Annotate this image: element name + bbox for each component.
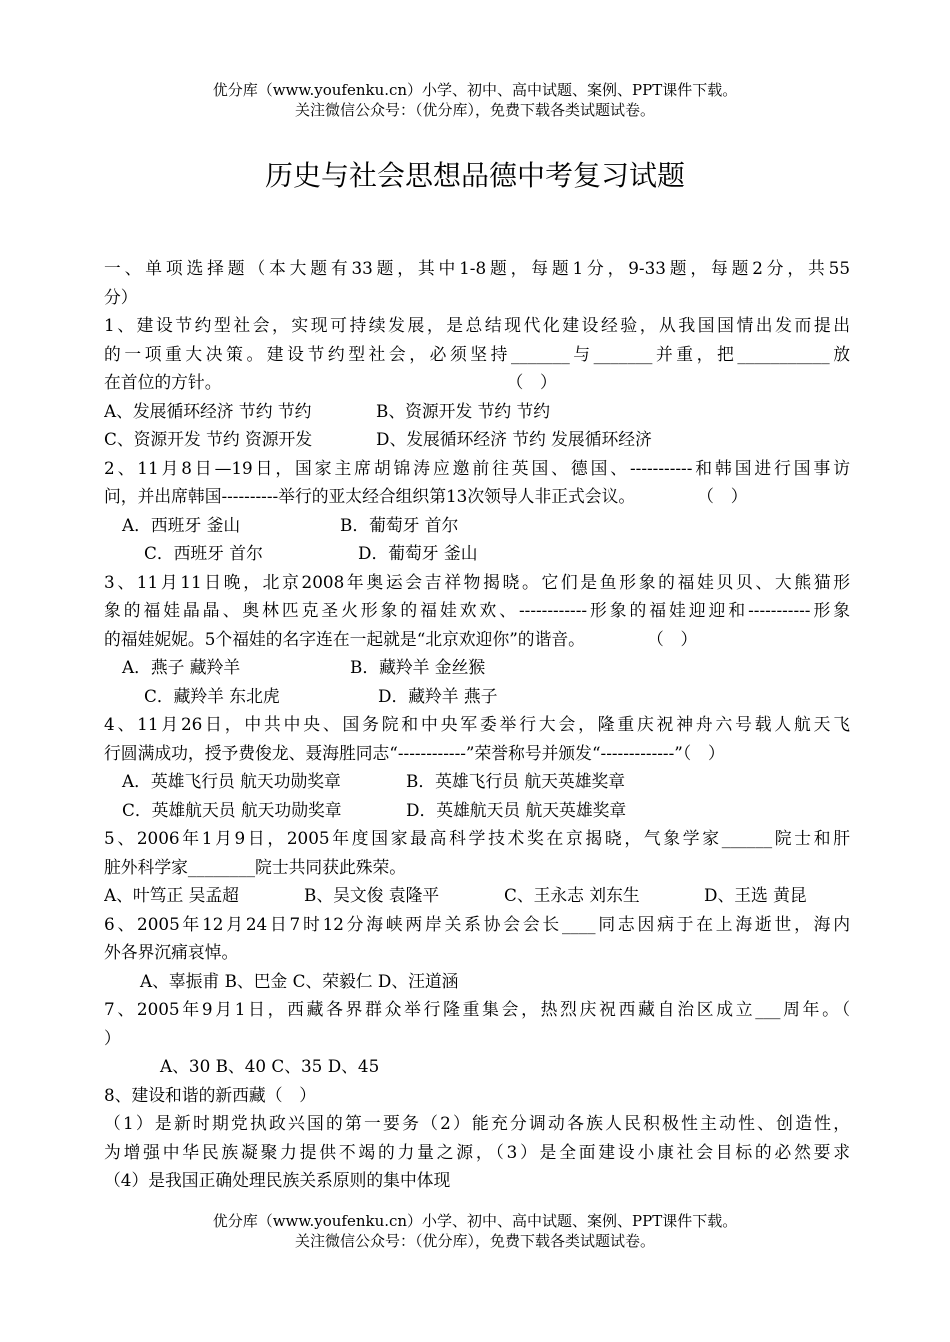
question-1-options-ab	[104, 397, 850, 426]
question-1-answer-bracket: （ ）	[506, 372, 557, 392]
question-5-line-2: 脏外科学家________院士共同获此殊荣。	[104, 856, 407, 877]
section-heading: 一、单项选择题（本大题有33题，其中1-8题，每题1分，9-33题，每题2分，共55	[104, 258, 850, 278]
question-4-options-ab	[104, 767, 850, 796]
question-1-line-3	[104, 368, 850, 397]
q3-option-c: C．藏羚羊 东北虎	[144, 685, 280, 706]
q5-option-a: A、叶笃正 吴孟超	[104, 885, 239, 905]
question-2-line-1: 2、11月8日—19日，国家主席胡锦涛应邀前往英国、德国、-----------和韩国进行国事访	[104, 457, 850, 478]
question-3-line-2: 象的福娃晶晶、奥林匹克圣火形象的福娃欢欢、------------形象的福娃迎迎和-----------形象	[104, 600, 850, 620]
section-heading-cont: 分）	[104, 286, 138, 307]
q4-option-b: B．英雄飞行员 航天英雄奖章	[406, 771, 626, 791]
question-1-options-cd	[104, 425, 850, 454]
question-8-line-2: （1）是新时期党执政兴国的第一要务（2）能充分调动各族人民积极性主动性、创造性，	[104, 1113, 850, 1133]
q3-option-d: D．藏羚羊 燕子	[378, 685, 498, 706]
q3-option-b: B．藏羚羊 金丝猴	[350, 657, 486, 677]
q4-option-a: A．英雄飞行员 航天功勋奖章	[122, 771, 341, 791]
header-line-2: 关注微信公众号：（优分库），免费下载各类试题试卷。	[294, 101, 655, 119]
exam-content	[104, 254, 850, 1195]
q3-option-a: A．燕子 藏羚羊	[122, 657, 241, 677]
question-2-options-ab	[104, 511, 850, 540]
question-4-line-1: 4、11月26日，中共中央、国务院和中央军委举行大会，隆重庆祝神舟六号载人航天飞	[104, 714, 850, 734]
question-3-line-1: 3、11月11日晚，北京2008年奥运会吉祥物揭晓。它们是鱼形象的福娃贝贝、大熊猫形	[104, 571, 850, 592]
question-3-line-3	[104, 625, 850, 654]
q5-option-c: C、王永志 刘东生	[504, 885, 640, 905]
header-line-1: 优分库（www.youfenku.cn）小学、初中、高中试题、案例、PPT课件下载。	[212, 81, 738, 99]
q2-option-b: B．葡萄牙 首尔	[340, 514, 459, 535]
question-2-answer-bracket: （ ）	[697, 486, 748, 506]
question-2-line-2	[104, 482, 850, 511]
question-1-line-2: 的一项重大决策。建设节约型社会，必须坚持_______与_______并重，把___________放	[104, 343, 850, 364]
question-4-line-2: 行圆满成功，授予费俊龙、聂海胜同志“------------”荣誉称号并颁发“-------------”（ ）	[104, 742, 725, 763]
question-7-options: A、30 B、40 C、35 D、45	[160, 1056, 380, 1076]
page-header	[0, 80, 950, 120]
question-3-answer-bracket: （ ）	[646, 628, 698, 649]
question-3-options-cd	[104, 682, 850, 711]
question-1-line-1: 1、建设节约型社会，实现可持续发展，是总结现代化建设经验，从我国国情出发而提出	[104, 315, 850, 335]
question-3-options-ab	[104, 653, 850, 682]
question-8-line-1: 8、建设和谐的新西藏（ ）	[104, 1084, 317, 1105]
footer-line-1: 优分库（www.youfenku.cn）小学、初中、高中试题、案例、PPT课件下载。	[212, 1212, 738, 1230]
question-7-line-2: ）	[104, 1027, 121, 1048]
q1-option-d: D、发展循环经济 节约 发展循环经济	[376, 429, 652, 449]
question-8-line-3: 为增强中华民族凝聚力提供不竭的力量之源，（3）是全面建设小康社会目标的必然要求	[104, 1141, 850, 1162]
q1-option-b: B、资源开发 节约 节约	[376, 400, 551, 421]
q1-option-a: A、发展循环经济 节约 节约	[104, 400, 312, 421]
question-7-line-1: 7、2005年9月1日，西藏各界群众举行隆重集会，热烈庆祝西藏自治区成立___周年。（	[104, 999, 850, 1019]
document-title: 历史与社会思想品德中考复习试题	[264, 159, 685, 192]
q1-option-c: C、资源开发 节约 资源开发	[104, 429, 313, 449]
question-6-line-2: 外各界沉痛哀悼。	[104, 942, 239, 962]
question-5-options	[104, 881, 850, 910]
question-5-line-1: 5、2006年1月9日，2005年度国家最高科学技术奖在京揭晓，气象学家______院士和肝	[104, 828, 850, 848]
q4-option-d: D．英雄航天员 航天英雄奖章	[406, 799, 627, 820]
page-footer	[0, 1211, 950, 1251]
q2-option-c: C．西班牙 首尔	[144, 543, 263, 563]
question-2-options-cd	[104, 539, 850, 568]
question-3-text-end: 的福娃妮妮。5个福娃的名字连在一起就是“北京欢迎你”的谐音。	[104, 628, 585, 649]
q2-option-d: D．葡萄牙 釜山	[358, 543, 478, 563]
question-8-line-4: （4）是我国正确处理民族关系原则的集中体现	[104, 1170, 451, 1190]
q4-option-c: C．英雄航天员 航天功勋奖章	[122, 799, 342, 820]
q5-option-b: B、吴文俊 袁隆平	[304, 885, 440, 905]
question-6-options: A、辜振甫 B、巴金 C、荣毅仁 D、汪道涵	[140, 970, 459, 991]
question-2-text-end: 问，并出席韩国----------举行的亚太经合组织第13次领导人非正式会议。	[104, 486, 636, 506]
q2-option-a: A．西班牙 釜山	[122, 514, 241, 535]
footer-line-2: 关注微信公众号：（优分库），免费下载各类试题试卷。	[294, 1232, 655, 1250]
question-1-text-end: 在首位的方针。	[104, 372, 222, 392]
question-4-options-cd	[104, 796, 850, 825]
q5-option-d: D、王选 黄昆	[704, 885, 807, 905]
question-6-line-1: 6、2005年12月24日7时12分海峡两岸关系协会会长____同志因病于在上海逝世，海内	[104, 913, 850, 934]
